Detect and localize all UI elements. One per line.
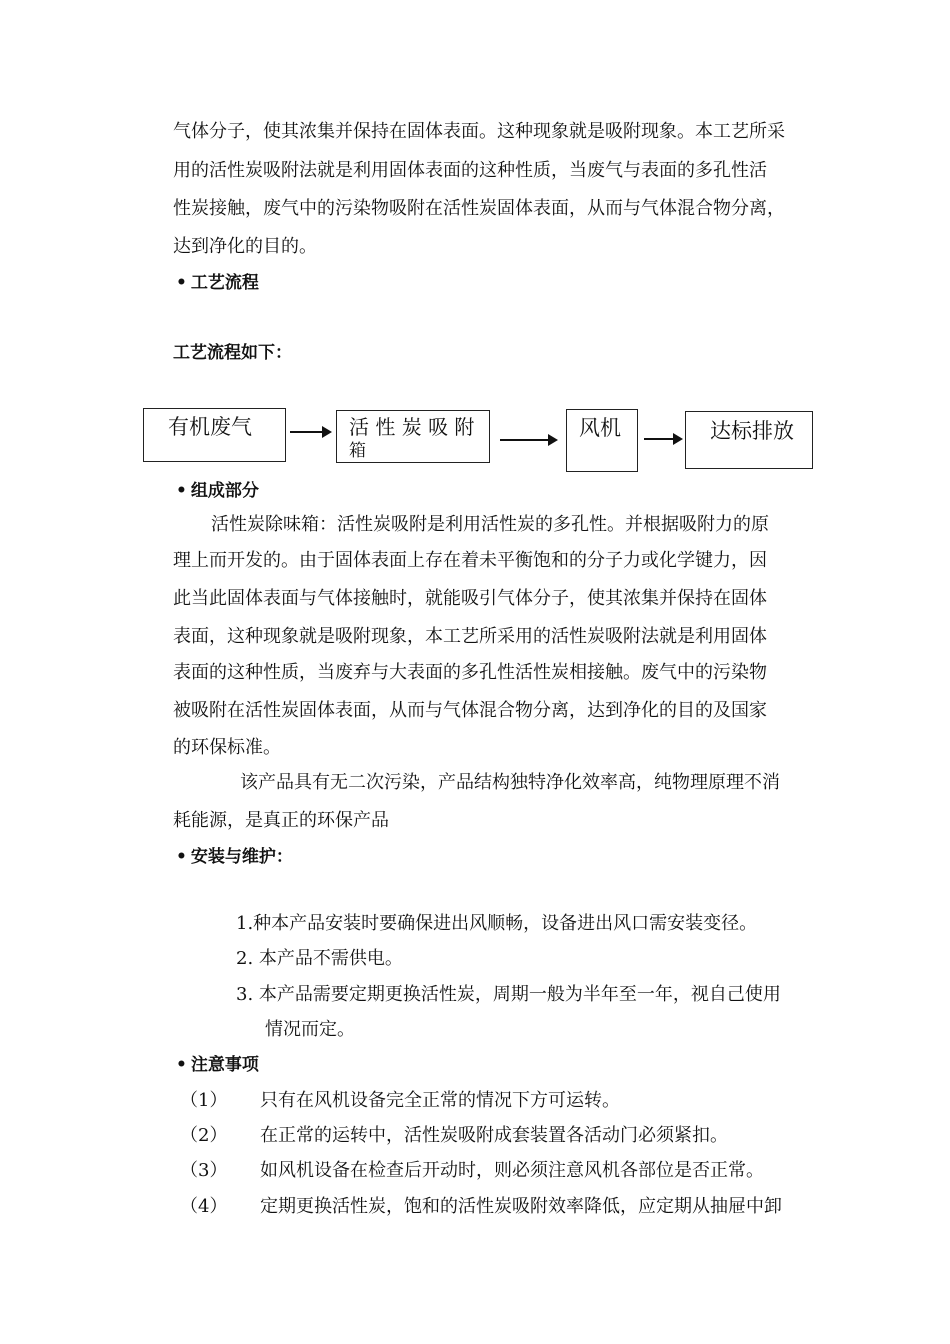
flow-step-organic-gas (143, 408, 286, 462)
bullet-icon: • (176, 847, 187, 867)
note-item-1 (180, 1089, 620, 1113)
components-heading (176, 479, 259, 503)
components-line-5: 表面的这种性质，当废弃与大表面的多孔性活性炭相接触。废气中的污染物 (173, 662, 767, 683)
notes-heading-text: 注意事项 (190, 1055, 259, 1075)
note-text: 如风机设备在检查后开动时，则必须注意风机各部位是否正常。 (260, 1160, 764, 1181)
flow-step-label: 风机 (579, 416, 621, 440)
components-line-2: 理上而开发的。由于固体表面上存在着未平衡饱和的分子力或化学键力，因 (173, 550, 767, 571)
note-text: 定期更换活性炭，饱和的活性炭吸附效率降低，应定期从抽屉中卸 (260, 1196, 782, 1217)
flow-step-label: 有机废气 (168, 415, 252, 439)
intro-line-1: 气体分子，使其浓集并保持在固体表面。这种现象就是吸附现象。本工艺所采 (173, 121, 785, 142)
install-heading (176, 845, 293, 869)
flow-step-discharge (685, 411, 813, 469)
note-item-3 (180, 1159, 764, 1183)
components-line-1: 活性炭除味箱：活性炭吸附是利用活性炭的多孔性。并根据吸附力的原 (211, 514, 769, 535)
note-number: （4） (180, 1196, 228, 1217)
flow-arrow-icon (500, 439, 556, 441)
bullet-icon: • (176, 273, 187, 293)
flow-step-label-continued: 箱 (349, 441, 366, 461)
components-line-8: 该产品具有无二次污染，产品结构独特净化效率高，纯物理原理不消 (240, 772, 780, 793)
notes-heading (176, 1053, 259, 1077)
flow-arrow-icon (290, 431, 330, 433)
bullet-icon: • (176, 481, 187, 501)
components-line-4: 表面，这种现象就是吸附现象，本工艺所采用的活性炭吸附法就是利用固体 (173, 626, 767, 647)
flow-step-label: 活 性 炭 吸 附 (349, 415, 475, 439)
components-line-7: 的环保标准。 (173, 737, 281, 758)
install-item-3-continued: 情况而定。 (265, 1019, 355, 1040)
components-line-9: 耗能源，是真正的环保产品 (173, 810, 389, 831)
note-number: （3） (180, 1160, 228, 1181)
intro-line-2: 用的活性炭吸附法就是利用固体表面的这种性质，当废气与表面的多孔性活 (173, 160, 767, 181)
bullet-icon: • (176, 1055, 187, 1075)
note-text: 只有在风机设备完全正常的情况下方可运转。 (260, 1090, 620, 1111)
note-item-2 (180, 1124, 728, 1148)
components-line-3: 此当此固体表面与气体接触时，就能吸引气体分子，使其浓集并保持在固体 (173, 588, 767, 609)
flow-arrow-icon (644, 438, 681, 440)
note-text: 在正常的运转中，活性炭吸附成套装置各活动门必须紧扣。 (260, 1125, 728, 1146)
process-heading (176, 271, 259, 295)
note-number: （1） (180, 1090, 228, 1111)
note-item-4 (180, 1195, 782, 1219)
flow-step-fan (566, 409, 638, 472)
flow-step-label: 达标排放 (710, 419, 794, 443)
process-subtitle: 工艺流程如下： (173, 343, 292, 363)
note-number: （2） (180, 1125, 228, 1146)
install-heading-text: 安装与维护： (190, 847, 293, 867)
install-item-1: 1.种本产品安装时要确保进出风顺畅，设备进出风口需安装变径。 (236, 913, 758, 934)
intro-line-4: 达到净化的目的。 (173, 236, 317, 257)
install-item-2: 2. 本产品不需供电。 (236, 948, 403, 969)
process-heading-text: 工艺流程 (190, 273, 259, 293)
install-item-3: 3. 本产品需要定期更换活性炭，周期一般为半年至一年，视自己使用 (236, 984, 781, 1005)
intro-line-3: 性炭接触，废气中的污染物吸附在活性炭固体表面，从而与气体混合物分离， (173, 198, 785, 219)
components-line-6: 被吸附在活性炭固体表面，从而与气体混合物分离，达到净化的目的及国家 (173, 700, 767, 721)
flow-step-carbon-box (336, 410, 490, 463)
components-heading-text: 组成部分 (190, 481, 259, 501)
